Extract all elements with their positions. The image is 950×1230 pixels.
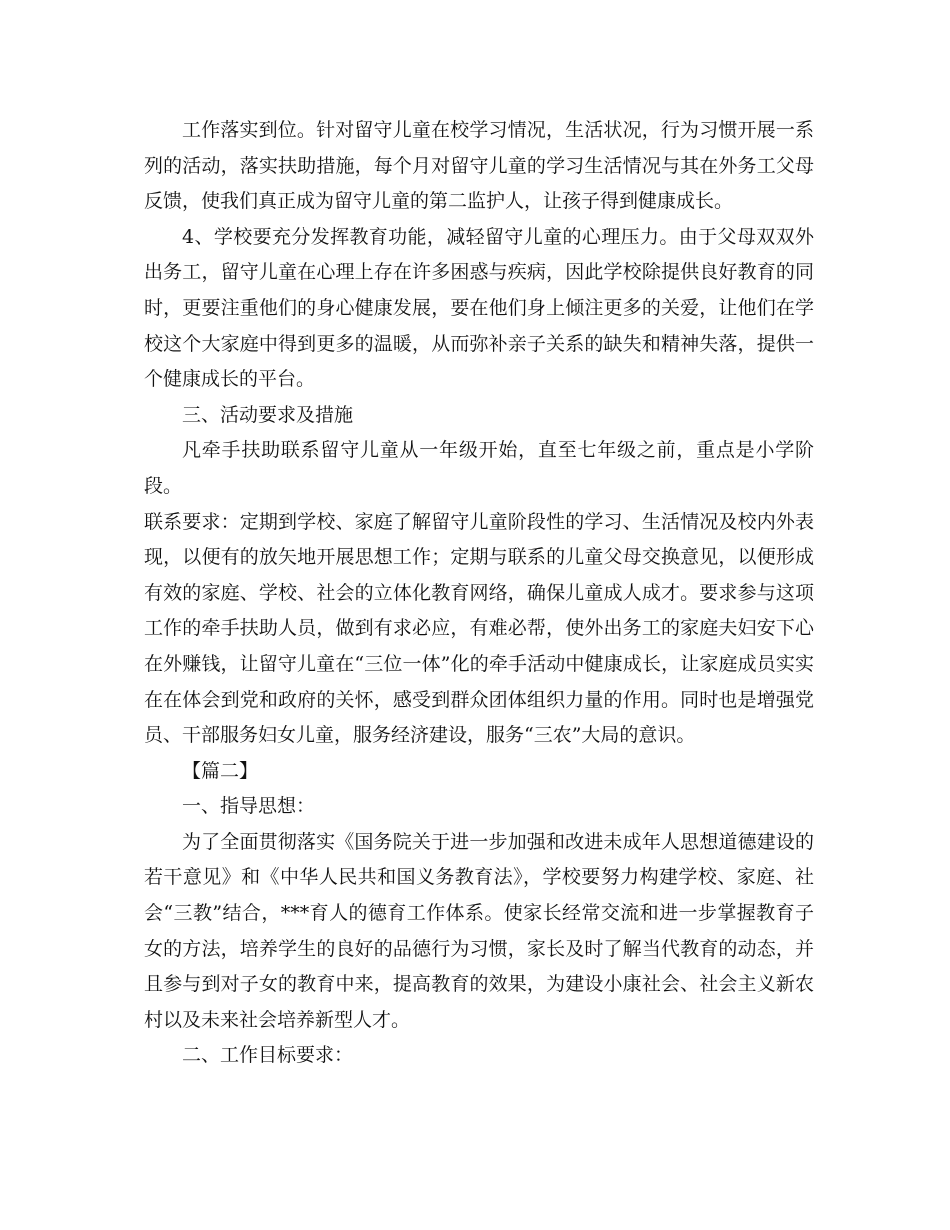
paragraph: 联系要求：定期到学校、家庭了解留守儿童阶段性的学习、生活情况及校内外表现，以便有的放矢地开展思想工作；定期与联系的儿童父母交换意见，以便形成有效的家庭、学校、社会的立体化教育网络，确保儿童成人成才。要求参与这项工作的牵手扶助人员，做到有求必应，有难必帮，使外出务工的家庭夫妇安下心在外赚钱，让留守儿童在“三位一体”化的牵手活动中健康成长，让家庭成员实实在在体会到党和政府的关怀，感受到群众团体组织力量的作用。同时也是增强党员、干部服务妇女儿童，服务经济建设，服务“三农”大局的意识。	[144, 510, 814, 747]
paragraph: 4、学校要充分发挥教育功能，减轻留守儿童的心理压力。由于父母双双外出务工，留守儿童在心理上存在许多困惑与疾病，因此学校除提供良好教育的同时，更要注重他们的身心健康发展，要在他们身上倾注更多的关爱，让他们在学校这个大家庭中得到更多的温暖，从而弥补亲子关系的缺失和精神失落，提供一个健康成长的平台。	[144, 225, 814, 391]
paragraph: 工作落实到位。针对留守儿童在校学习情况，生活状况，行为习惯开展一系列的活动，落实扶助措施，每个月对留守儿童的学习生活情况与其在外务工父母反馈，使我们真正成为留守儿童的第二监护人，让孩子得到健康成长。	[144, 119, 814, 213]
paragraph: 凡牵手扶助联系留守儿童从一年级开始，直至七年级之前，重点是小学阶段。	[144, 439, 814, 497]
section-heading: 三、活动要求及措施	[182, 403, 354, 426]
section-heading: 二、工作目标要求：	[182, 1044, 354, 1067]
section-heading: 【篇二】	[182, 759, 259, 782]
section-heading: 一、指导思想：	[182, 795, 316, 818]
document-body	[144, 113, 814, 1074]
paragraph: 为了全面贯彻落实《国务院关于进一步加强和改进未成年人思想道德建设的若干意见》和《中华人民共和国义务教育法》，学校要努力构建学校、家庭、社会“三教”结合，***育人的德育工作体系。使家长经常交流和进一步掌握教育子女的方法，培养学生的良好的品德行为习惯，家长及时了解当代教育的动态，并且参与到对子女的教育中来，提高教育的效果，为建设小康社会、社会主义新农村以及未来社会培养新型人才。	[144, 830, 814, 1031]
